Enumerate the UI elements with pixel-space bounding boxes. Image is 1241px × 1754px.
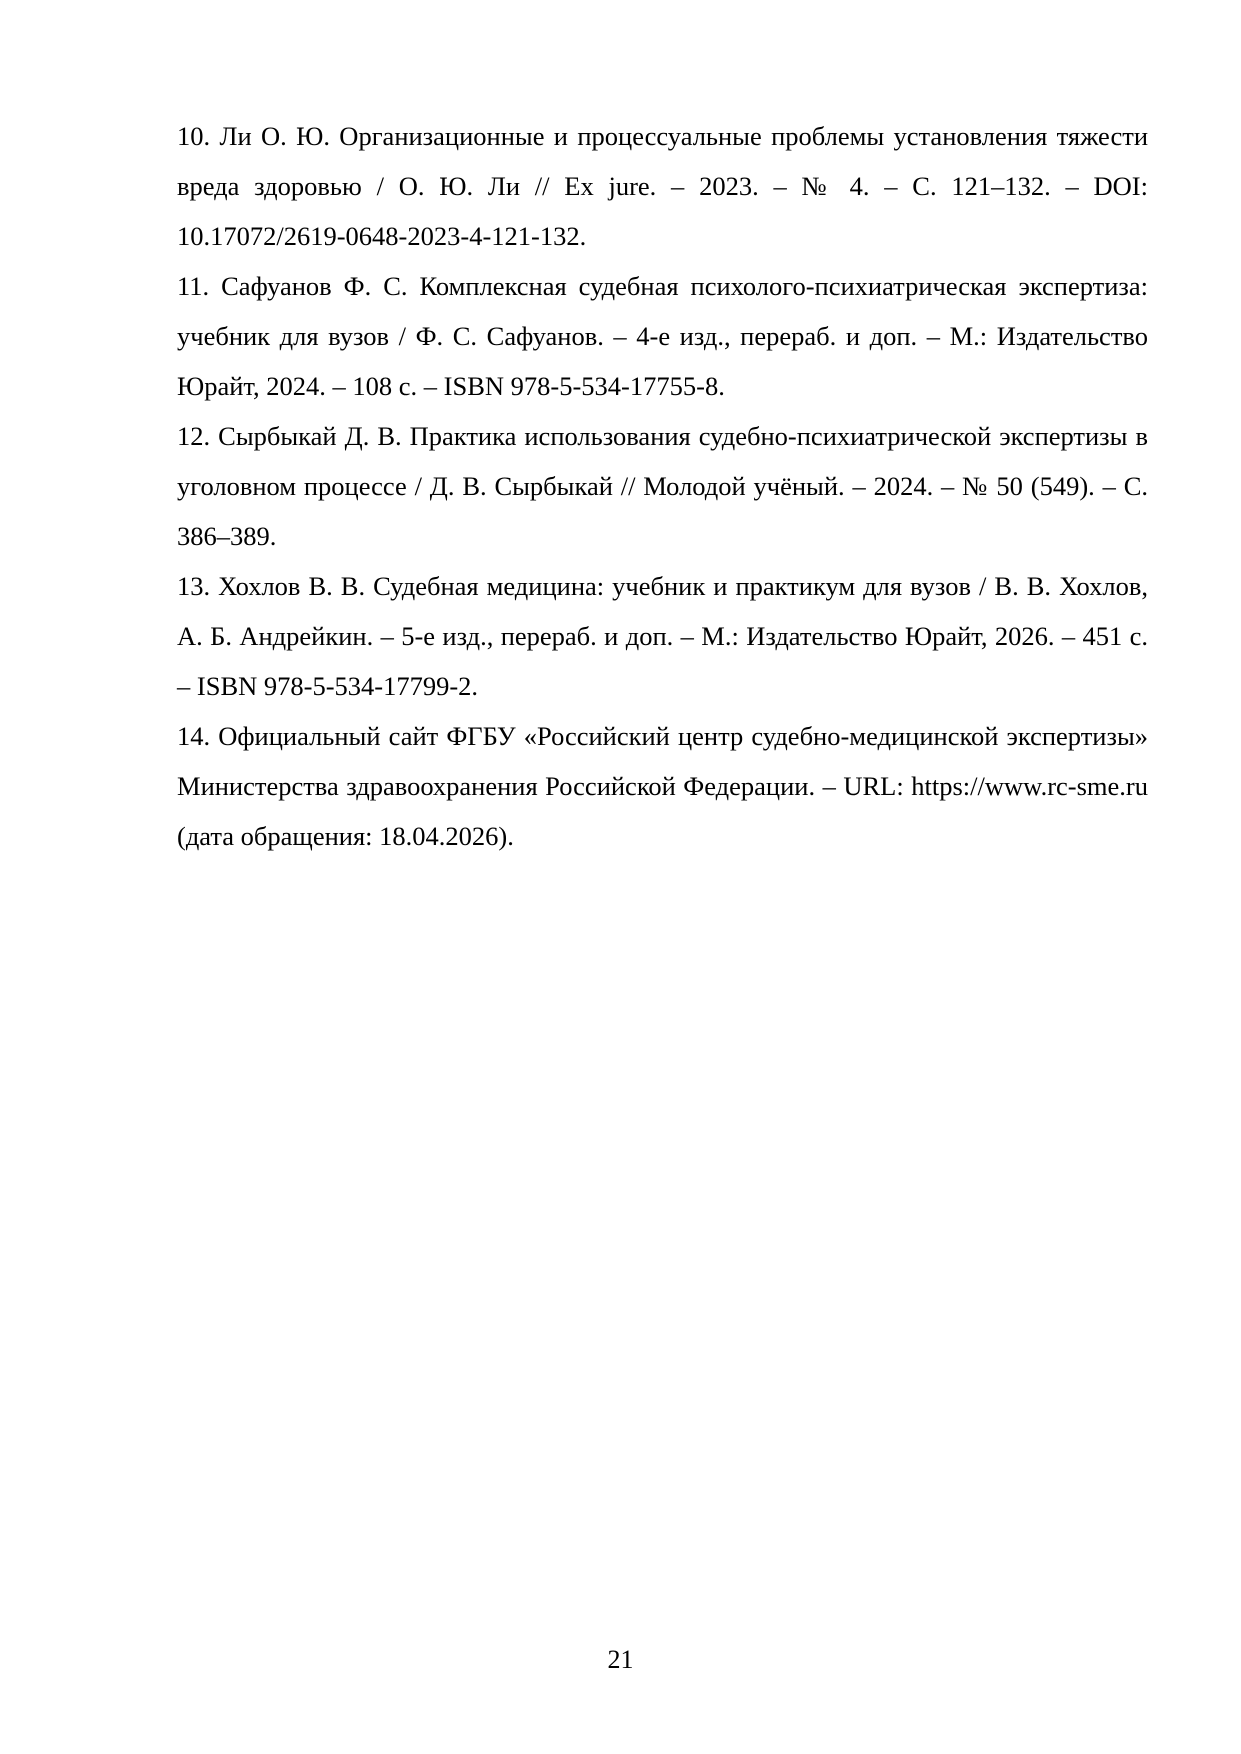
- reference-entry-13: 13. Хохлов В. В. Судебная медицина: учебник и практикум для вузов / В. В. Хохлов, А. Б. Андрейкин. – 5-е изд., перераб. и доп. – М.: Издательство Юрайт, 2026. – 451 с. – ISBN 978-5-534-17799-2.: [177, 571, 1148, 701]
- reference-entry-10: 10. Ли О. Ю. Организационные и процессуальные проблемы установления тяжести вреда здоровью / О. Ю. Ли // Ex jure. – 2023. – № 4. – С. 121–132. – DOI: 10.17072/2619-0648-2023-4-121-132.: [177, 121, 1148, 251]
- reference-entry-14: 14. Официальный сайт ФГБУ «Российский центр судебно-медицинской экспертизы» Министерства здравоохранения Российской Федерации. – URL: https://www.rc-sme.ru (дата обращения: 18.04.2026).: [177, 721, 1148, 851]
- reference-entry-12: 12. Сырбыкай Д. В. Практика использования судебно-психиатрической экспертизы в уголовном процессе / Д. В. Сырбыкай // Молодой учёный. – 2024. – № 50 (549). – С. 386–389.: [177, 421, 1148, 551]
- reference-entry-11: 11. Сафуанов Ф. С. Комплексная судебная психолого-психиатрическая экспертиза: учебник для вузов / Ф. С. Сафуанов. – 4-е изд., перераб. и доп. – М.: Издательство Юрайт, 2024. – 108 с. – ISBN 978-5-534-17755-8.: [177, 271, 1148, 401]
- page-number: 21: [607, 1645, 634, 1674]
- reference-list: [177, 111, 1148, 861]
